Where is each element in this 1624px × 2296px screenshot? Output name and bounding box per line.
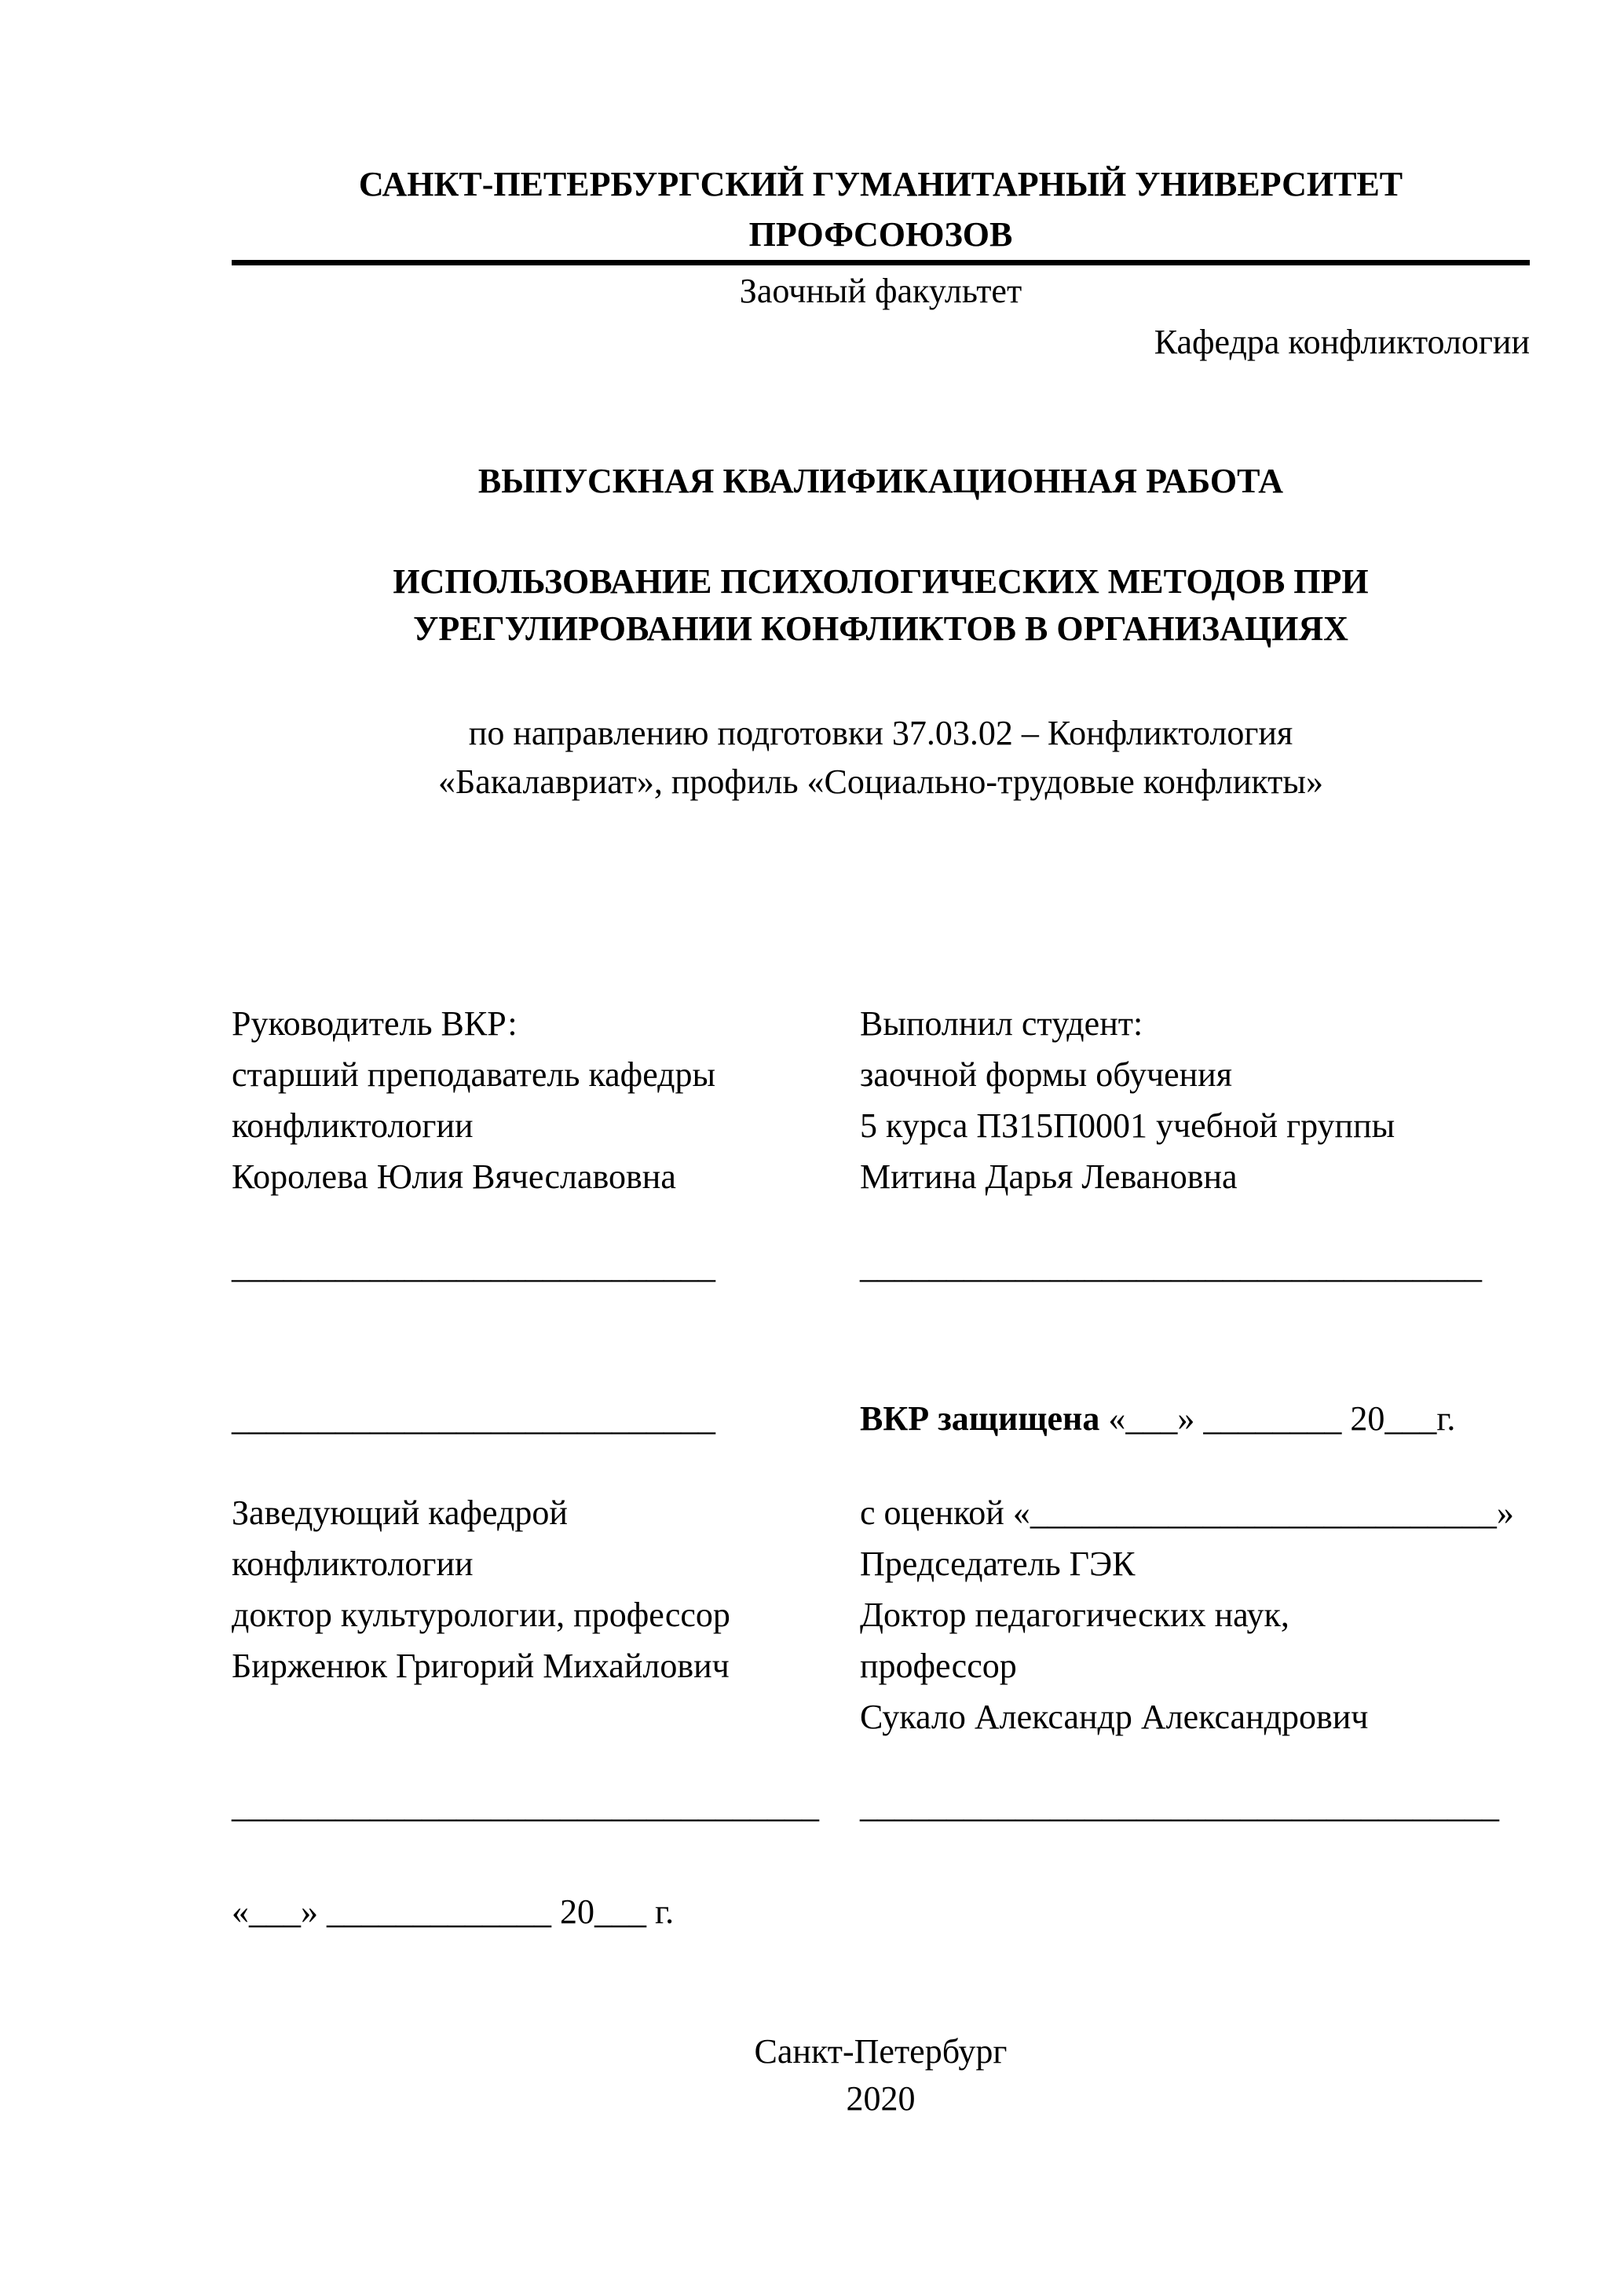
footer-block [232, 2028, 1530, 2122]
defense-date-line [860, 1393, 1530, 1444]
committee-title: Председатель ГЭК [860, 1545, 1136, 1583]
footer-year: 2020 [846, 2079, 916, 2118]
supervisor-label: Руководитель ВКР: [232, 1004, 518, 1043]
people-block-top [232, 998, 1530, 1202]
supervisor-block [232, 998, 860, 1202]
people-block-bottom [232, 1487, 1530, 1742]
student-study-form: заочной формы обучения [860, 1055, 1232, 1094]
supervisor-signature-line: ____________________________ [232, 1247, 715, 1285]
department-head-block [232, 1487, 860, 1691]
faculty-line: Заочный факультет [739, 272, 1022, 310]
department-head-degree: доктор культурологии, профессор [232, 1596, 730, 1634]
department-head-position-line-2: конфликтологии [232, 1545, 474, 1583]
work-type-heading: ВЫПУСКНАЯ КВАЛИФИКАЦИОННАЯ РАБОТА [477, 462, 1284, 500]
department-head-signature-line: ____________________________ [232, 1399, 715, 1438]
committee-degree-line-1: Доктор педагогических наук, [860, 1596, 1289, 1634]
program-info [232, 709, 1530, 806]
thesis-title-line-2: УРЕГУЛИРОВАНИИ КОНФЛИКТОВ В ОРГАНИЗАЦИЯХ [413, 609, 1348, 648]
program-direction-line: по направлению подготовки 37.03.02 – Конфликтология [468, 714, 1293, 752]
student-signature-line: ____________________________________ [860, 1247, 1482, 1285]
signature-row-1 [232, 1241, 1530, 1292]
supervisor-position-line-2: конфликтологии [232, 1106, 474, 1145]
defense-label: ВКР защищена [860, 1399, 1100, 1438]
student-label: Выполнил студент: [860, 1004, 1143, 1043]
department-head-position-line-1: Заведующий кафедрой [232, 1493, 568, 1532]
student-block [860, 998, 1530, 1202]
signature-row-3 [232, 1780, 1530, 1831]
university-name-header: САНКТ-ПЕТЕРБУРГСКИЙ ГУМАНИТАРНЫЙ УНИВЕРСИТЕТ ПРОФСОЮЗОВ [232, 159, 1530, 265]
department-line: Кафедра конфликтологии [1154, 323, 1530, 361]
department-head-bottom-signature-line: __________________________________ [232, 1786, 819, 1825]
committee-block [860, 1487, 1530, 1742]
thesis-title [232, 558, 1530, 653]
defense-date-blank: «___» ________ 20___г. [1099, 1399, 1456, 1438]
committee-bottom-signature-line: _____________________________________ [860, 1786, 1499, 1825]
student-name: Митина Дарья Левановна [860, 1157, 1238, 1196]
footer-city: Санкт-Петербург [754, 2032, 1008, 2071]
thesis-title-line-1: ИСПОЛЬЗОВАНИЕ ПСИХОЛОГИЧЕСКИХ МЕТОДОВ ПРИ [393, 562, 1369, 601]
head-date-line: «___» _____________ 20___ г. [232, 1892, 675, 1931]
student-group: 5 курса ПЗ15П0001 учебной группы [860, 1106, 1395, 1145]
committee-name: Сукало Александр Александрович [860, 1698, 1369, 1736]
department-head-name: Бирженюк Григорий Михайлович [232, 1647, 730, 1685]
grade-line: с оценкой «___________________________» [860, 1493, 1514, 1532]
signature-row-2 [232, 1393, 1530, 1444]
supervisor-name: Королева Юлия Вячеславовна [232, 1157, 676, 1196]
committee-degree-line-2: профессор [860, 1647, 1017, 1685]
program-profile-line: «Бакалавриат», профиль «Социально-трудовые конфликты» [438, 762, 1323, 801]
supervisor-position-line-1: старший преподаватель кафедры [232, 1055, 716, 1094]
